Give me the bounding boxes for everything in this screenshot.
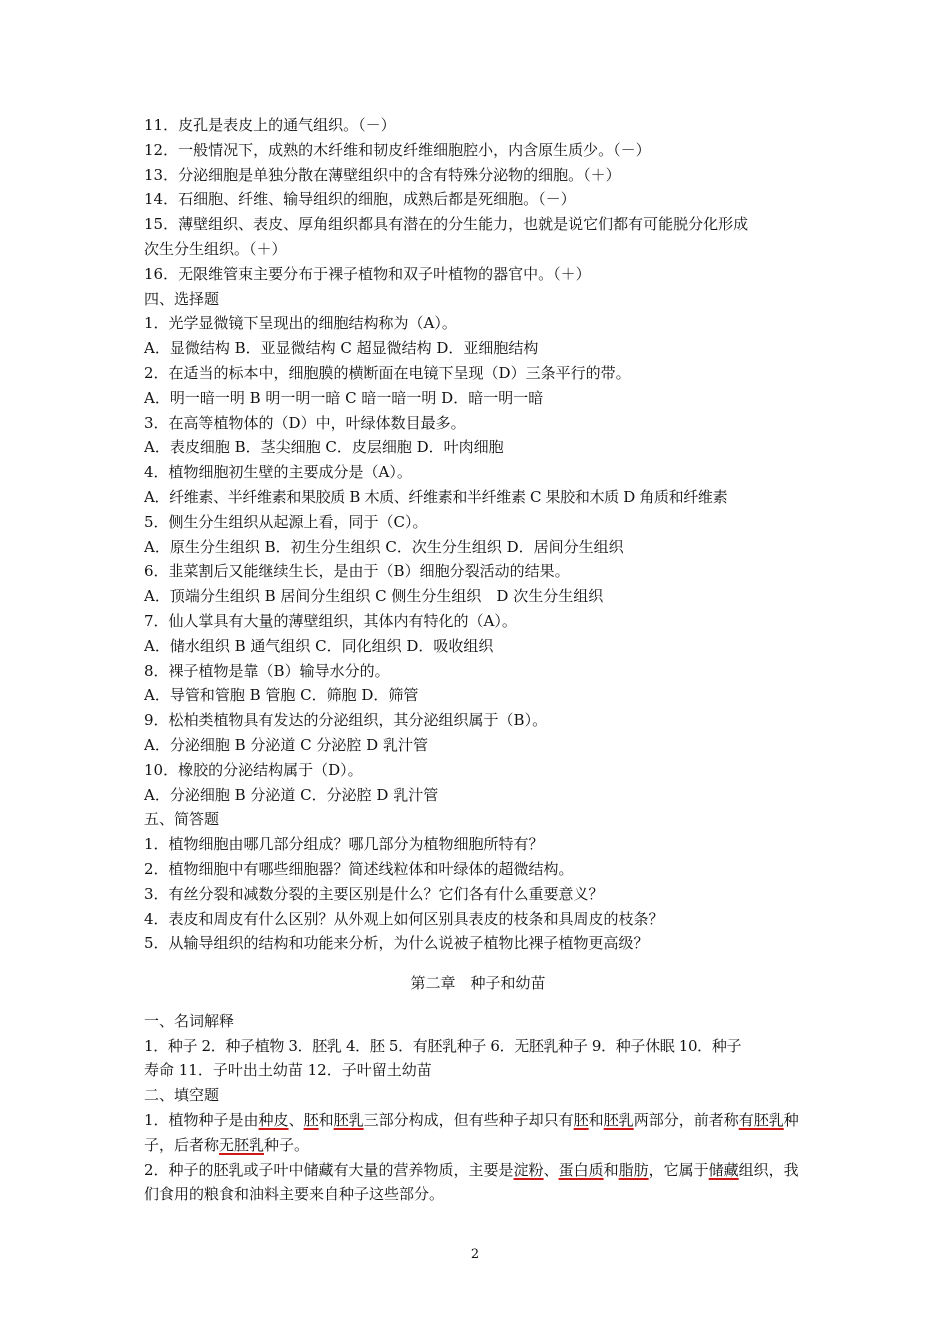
text-run: 两部分，前者称 xyxy=(633,1111,739,1130)
page-number: 2 xyxy=(470,1247,480,1262)
text-run: 、 xyxy=(288,1111,304,1130)
text-line: 13．分泌细胞是单独分散在薄壁组织中的含有特殊分泌物的细胞。（＋） xyxy=(144,165,621,184)
text-run: 和 xyxy=(588,1111,604,1130)
section-heading: 一、名词解释 xyxy=(144,1011,235,1030)
text-line: 12．一般情况下，成熟的木纤维和韧皮纤维细胞腔小，内含原生质少。（－） xyxy=(144,140,651,159)
terms-line: 寿命 11．子叶出土幼苗 12．子叶留土幼苗 xyxy=(144,1061,432,1080)
text-line: 11．皮孔是表皮上的通气组织。（－） xyxy=(144,116,396,134)
answer-seed-coat: 种皮 xyxy=(258,1111,289,1130)
chapter-title: 第二章 种子和幼苗 xyxy=(410,974,546,993)
text-run: 和 xyxy=(318,1111,334,1130)
answer-endosperm: 胚乳 xyxy=(333,1111,364,1130)
question-line: 2．植物细胞中有哪些细胞器？简述线粒体和叶绿体的超微结构。 xyxy=(144,859,574,878)
question-line: 1．光学显微镜下呈现出的细胞结构称为（A）。 xyxy=(144,314,457,333)
text-run: 和 xyxy=(603,1160,619,1179)
answer-storage: 储藏 xyxy=(708,1160,739,1179)
text-run: 三部分构成，但有些种子却只有 xyxy=(363,1111,574,1130)
text-line: 16．无限维管束主要分布于裸子植物和双子叶植物的器官中。（＋） xyxy=(144,264,591,283)
terms-line: 1．种子 2．种子植物 3．胚乳 4．胚 5．有胚乳种子 6．无胚乳种子 9．种子休眠 10．种子 xyxy=(144,1036,742,1055)
question-line: 1．植物细胞由哪几部分组成？哪几部分为植物细胞所特有？ xyxy=(144,835,544,854)
question-line: 3．有丝分裂和减数分裂的主要区别是什么？它们各有什么重要意义？ xyxy=(144,884,604,903)
answer-albuminous: 有胚乳 xyxy=(738,1111,784,1130)
text-run: 组织，我们食用的粮食和油料主要来自种子这些部分。 xyxy=(144,1160,799,1204)
text-run: 种子，后者称 xyxy=(144,1111,799,1154)
section-heading: 二、填空题 xyxy=(144,1086,220,1105)
question-line: 2．在适当的标本中，细胞膜的横断面在电镜下呈现（D）三条平行的带。 xyxy=(144,363,631,382)
question-line: 6．韭菜割后又能继续生长，是由于（B）细胞分裂活动的结果。 xyxy=(144,562,570,581)
text-run: 2．种子的胚乳或子叶中储藏有大量的营养物质，主要是 xyxy=(144,1160,514,1179)
question-line: 5．侧生分生组织从起源上看，同于（C）。 xyxy=(144,512,428,531)
section-heading: 五、简答题 xyxy=(144,810,220,829)
text-line: 14．石细胞、纤维、输导组织的细胞，成熟后都是死细胞。（－） xyxy=(144,190,576,209)
text-run: 1．植物种子是由 xyxy=(144,1111,259,1130)
answer-embryo-2: 胚 xyxy=(573,1111,589,1130)
text-run: ，它属于 xyxy=(648,1160,709,1179)
document-body xyxy=(144,113,812,1207)
options-line: A．储水组织 B 通气组织 C．同化组织 D．吸收组织 xyxy=(144,636,494,655)
question-line: 5．从输导组织的结构和功能来分析，为什么说被子植物比裸子植物更高级？ xyxy=(144,934,649,953)
options-line: A．分泌细胞 B 分泌道 C 分泌腔 D 乳汁管 xyxy=(144,735,428,754)
answer-exalbuminous: 无胚乳 xyxy=(219,1135,265,1154)
answer-fat: 脂肪 xyxy=(618,1160,649,1179)
question-line: 9．松柏类植物具有发达的分泌组织，其分泌组织属于（B）。 xyxy=(144,711,548,730)
options-line: A．分泌细胞 B 分泌道 C．分泌腔 D 乳汁管 xyxy=(144,785,439,804)
fill-blank-question-2 xyxy=(144,1158,812,1208)
options-line: A．显微结构 B．亚显微结构 C 超显微结构 D．亚细胞结构 xyxy=(144,339,539,358)
options-line: A．纤维素、半纤维素和果胶质 B 木质、纤维素和半纤维素 C 果胶和木质 D 角质和纤维素 xyxy=(144,487,728,506)
options-line: A．顶端分生组织 B 居间分生组织 C 侧生分生组织 D 次生分生组织 xyxy=(144,587,604,606)
answer-starch: 淀粉 xyxy=(513,1160,544,1179)
options-line: A．原生分生组织 B．初生分生组织 C．次生分生组织 D．居间分生组织 xyxy=(144,537,624,556)
question-line: 7．仙人掌具有大量的薄壁组织，其体内有特化的（A）。 xyxy=(144,611,517,630)
options-line: A．导管和管胞 B 管胞 C．筛胞 D．筛管 xyxy=(144,686,419,705)
question-line: 3．在高等植物体的（D）中，叶绿体数目最多。 xyxy=(144,413,466,432)
text-run: 种子。 xyxy=(264,1135,310,1154)
question-line: 8．裸子植物是靠（B）输导水分的。 xyxy=(144,661,390,680)
question-line: 4．表皮和周皮有什么区别？从外观上如何区别具表皮的枝条和具周皮的枝条？ xyxy=(144,909,664,928)
options-line: A．表皮细胞 B．茎尖细胞 C．皮层细胞 D．叶肉细胞 xyxy=(144,438,504,457)
answer-protein: 蛋白质 xyxy=(558,1160,604,1179)
text-line: 次生分生组织。（＋） xyxy=(144,239,287,258)
answer-embryo: 胚 xyxy=(303,1111,319,1130)
question-line: 10．橡胶的分泌结构属于（D）。 xyxy=(144,760,363,779)
text-line: 15．薄壁组织、表皮、厚角组织都具有潜在的分生能力，也就是说它们都有可能脱分化形成 xyxy=(144,215,749,234)
options-line: A．明一暗一明 B 明一明一暗 C 暗一暗一明 D．暗一明一暗 xyxy=(144,388,544,407)
answer-endosperm-2: 胚乳 xyxy=(603,1111,634,1130)
fill-blank-question-1 xyxy=(144,1108,812,1158)
text-run: 、 xyxy=(543,1160,559,1179)
question-line: 4．植物细胞初生壁的主要成分是（A）。 xyxy=(144,463,412,482)
section-heading: 四、选择题 xyxy=(144,289,220,308)
